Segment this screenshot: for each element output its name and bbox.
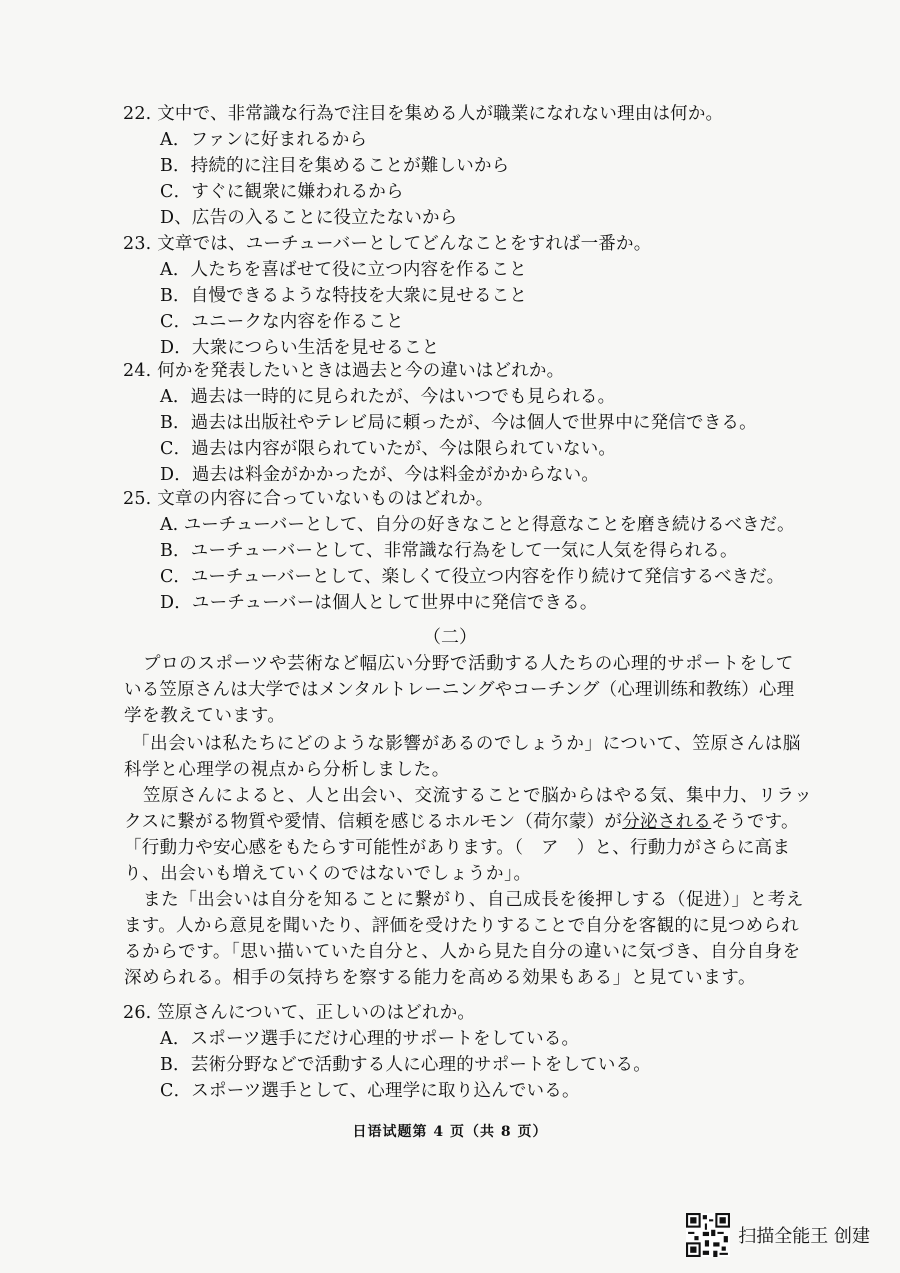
- question-23-option-c: C．ユニークな内容を作ること: [160, 312, 404, 332]
- passage-line: 科学と心理学の視点から分析しました。: [124, 760, 450, 780]
- passage-line: また「出会いは自分を知ることに繋がり、自己成長を後押しする（促进）」と考え: [143, 890, 804, 910]
- question-22-option-c: C．すぐに観衆に嫌われるから: [160, 182, 404, 202]
- passage-line: り、出会いも増えていくのではないでしょうか」。: [124, 864, 532, 884]
- question-24-option-d: D．過去は料金がかかったが、今は料金がかからない。: [160, 465, 600, 485]
- passage-line: 「出会いは私たちにどのような影響があるのでしょうか」について、笠原さんは脳: [132, 734, 801, 754]
- question-22-stem: 22. 文中で、非常識な行為で注目を集める人が職業になれない理由は何か。: [123, 104, 724, 124]
- question-25-option-d: D．ユーチューバーは個人として世界中に発信できる。: [160, 593, 598, 613]
- question-23-option-b: B．自慢できるような特技を大衆に見せること: [160, 286, 528, 306]
- question-24-option-c: C．過去は内容が限られていたが、今は限られていない。: [160, 439, 617, 459]
- question-26-option-b: B．芸術分野などで活動する人に心理的サポートをしている。: [160, 1055, 651, 1075]
- question-23-stem: 23. 文章では、ユーチューバーとしてどんなことをすれば一番か。: [123, 234, 652, 254]
- passage-text: クスに繋がる物質や愛情、信頼を感じるホルモン（荷尔蒙）が: [124, 812, 623, 832]
- watermark-text: 扫描全能王 创建: [738, 1226, 870, 1247]
- question-24-option-b: B．過去は出版社やテレビ局に頼ったが、今は個人で世界中に発信できる。: [160, 413, 757, 433]
- passage-line: ます。人から意見を聞いたり、評価を受けたりすることで自分を客観的に見つめられ: [124, 916, 799, 936]
- passage-line-with-underline: [124, 808, 799, 833]
- question-24-option-a: A．過去は一時的に見られたが、今はいつでも見られる。: [160, 387, 616, 407]
- passage-line: 「行動力や安心感をもたらす可能性があります。（ ア ）と、行動力がさらに高ま: [124, 838, 791, 858]
- passage-line: 笠原さんによると、人と出会い、交流することで脳からはやる気、集中力、リラッ: [143, 786, 813, 806]
- question-22-option-a: A．ファンに好まれるから: [160, 130, 368, 150]
- question-22-option-d: D、広告の入ることに役立たないから: [160, 208, 458, 228]
- section-title: （二）: [423, 627, 477, 648]
- passage-line: プロのスポーツや芸術など幅広い分野で活動する人たちの心理的サポートをして: [143, 654, 794, 674]
- question-26-stem: 26. 笠原さんについて、正しいのはどれか。: [123, 1003, 476, 1023]
- page-footer: 日语试题第 4 页（共 8 页）: [352, 1124, 548, 1140]
- question-26-option-a: A．スポーツ選手にだけ心理的サポートをしている。: [160, 1029, 580, 1049]
- question-25-option-a: A. ユーチューバーとして、自分の好きなことと得意なことを磨き続けるべきだ。: [160, 515, 795, 535]
- passage-text: そうです。: [711, 812, 799, 832]
- passage-line: 学を教えています。: [124, 706, 286, 726]
- qr-code-icon: [686, 1213, 730, 1257]
- passage-line: 深められる。相手の気持ちを察する能力を高める効果もある」と見ています。: [124, 968, 757, 988]
- question-22-option-b: B．持続的に注目を集めることが難しいから: [160, 156, 510, 176]
- underlined-term: 分泌される: [622, 812, 712, 832]
- question-23-option-d: D．大衆につらい生活を見せること: [160, 338, 440, 358]
- question-24-stem: 24. 何かを発表したいときは過去と今の違いはどれか。: [123, 361, 565, 381]
- question-25-option-c: C．ユーチューバーとして、楽しくて役立つ内容を作り続けて発信するべきだ。: [160, 567, 785, 587]
- question-23-option-a: A．人たちを喜ばせて役に立つ内容を作ること: [160, 260, 527, 280]
- question-25-option-b: B．ユーチューバーとして、非常識な行為をして一気に人気を得られる。: [160, 541, 738, 561]
- passage-line: いる笠原さんは大学ではメンタルトレーニングやコーチング（心理训练和教练）心理: [124, 680, 795, 700]
- scanner-watermark: [686, 1213, 870, 1257]
- passage-line: るからです。「思い描いていた自分と、人から見た自分の違いに気づき、自分自身を: [124, 942, 801, 962]
- question-25-stem: 25. 文章の内容に合っていないものはどれか。: [123, 489, 494, 509]
- question-26-option-c: C．スポーツ選手として、心理学に取り込んでいる。: [160, 1081, 580, 1101]
